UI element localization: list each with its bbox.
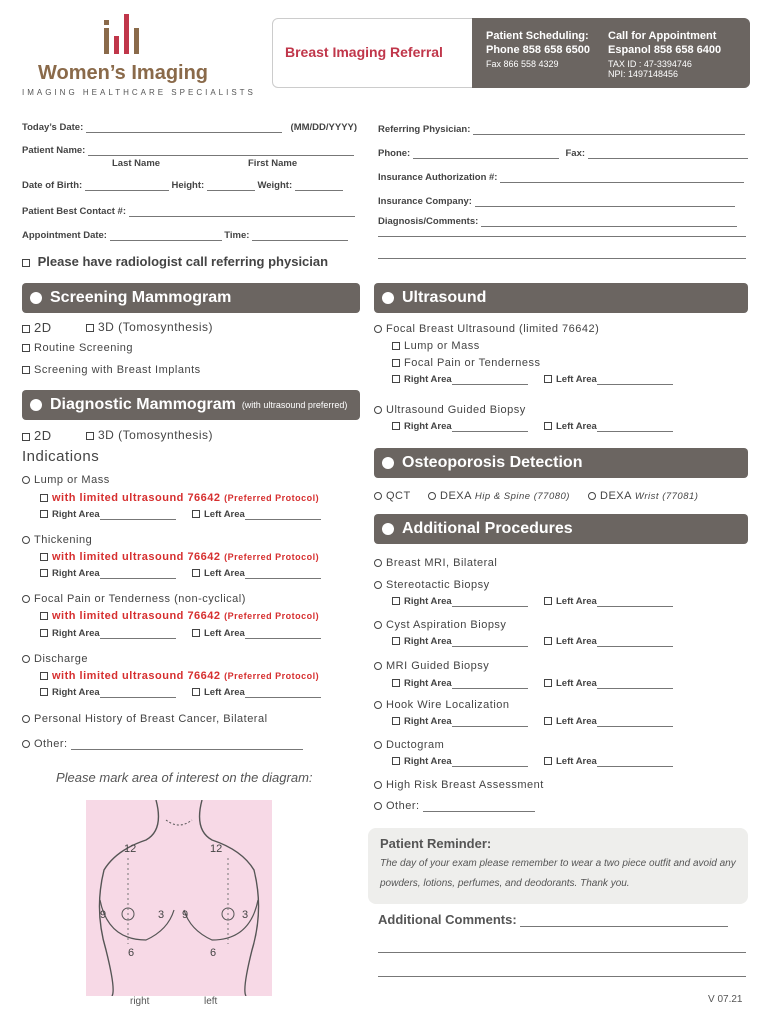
focal-us-radio[interactable] [374,325,382,333]
additional-other-radio[interactable] [374,802,382,810]
focal-pain-right-checkbox[interactable] [40,629,48,637]
stereotactic-label: Stereotactic Biopsy [386,579,490,591]
cyst-radio[interactable] [374,621,382,629]
patient-name-field[interactable] [88,155,354,156]
focal-pain-radio[interactable] [22,595,30,603]
diagnostic-other-radio[interactable] [22,740,30,748]
insurance-company-label: Insurance Company: [378,196,472,207]
fax-label: Fax: [565,148,586,159]
thickening-right-field[interactable] [100,578,176,579]
mri-guided-right-label: Right Area [404,678,452,689]
stereotactic-right-label: Right Area [404,596,452,607]
discharge-preferred-label: (Preferred Protocol) [224,671,320,681]
discharge-right-field[interactable] [100,697,176,698]
dexa-wrist-label: DEXA [600,490,632,502]
right-6-label: 6 [128,947,135,959]
diagnostic-other-field[interactable] [71,749,303,750]
us-guided-left-label: Left Area [556,421,597,432]
mri-guided-label: MRI Guided Biopsy [386,660,490,672]
appointment-date-label: Appointment Date: [22,230,107,241]
cyst-right-label: Right Area [404,636,452,647]
us-guided-left-checkbox[interactable] [544,422,552,430]
hook-wire-label: Hook Wire Localization [386,699,510,711]
screening-2d-label: 2D [34,320,52,335]
lump-left-label: Left Area [204,509,245,520]
time-field[interactable] [252,240,348,241]
discharge-right-label: Right Area [52,687,100,698]
dob-label: Date of Birth: [22,180,83,191]
discharge-left-checkbox[interactable] [192,688,200,696]
ductogram-right-checkbox[interactable] [392,757,400,765]
lump-us-checkbox[interactable] [40,494,48,502]
us-guided-label: Ultrasound Guided Biopsy [386,404,526,416]
phone-field[interactable] [413,158,559,159]
ductogram-label: Ductogram [386,739,445,751]
screening-header [22,283,360,313]
radiologist-call-label: Please have radiologist call referring physician [37,254,329,269]
routine-screening-checkbox[interactable] [22,344,30,352]
thickening-left-checkbox[interactable] [192,569,200,577]
ductogram-right-field[interactable] [452,766,528,767]
diagnostic-note: (with ultrasound preferred) [241,400,348,410]
cyst-left-label: Left Area [556,636,597,647]
reminder-line-2: powders, lotions, perfumes, and deodorants. Thank you. [380,878,630,889]
us-guided-right-checkbox[interactable] [392,422,400,430]
focal-pain-preferred-label: (Preferred Protocol) [224,611,320,621]
diagnostic-2d-label: 2D [34,428,52,443]
weight-label: Weight: [257,180,293,191]
cyst-right-field[interactable] [452,646,528,647]
us-lump-label: Lump or Mass [404,340,480,352]
appointment-phone: Espanol 858 658 6400 [608,44,722,56]
weight-field[interactable] [295,190,343,191]
logo-name: Women’s Imaging [38,62,209,84]
focal-pain-right-label: Right Area [52,628,100,639]
form-title: Breast Imaging Referral [285,44,443,60]
stereotactic-left-field[interactable] [597,606,673,607]
ultrasound-title: Ultrasound [402,289,487,306]
todays-date-label: Today’s Date: [22,122,84,133]
hook-wire-left-label: Left Area [556,716,597,727]
additional-comments-label: Additional Comments: [378,912,517,927]
reminder-title: Patient Reminder: [380,836,492,851]
focal-pain-left-field[interactable] [245,638,321,639]
cyst-right-checkbox[interactable] [392,637,400,645]
additional-comments-field[interactable] [520,926,728,927]
us-lump-checkbox[interactable] [392,342,400,350]
additional-header [374,514,748,544]
us-guided-right-label: Right Area [404,421,452,432]
best-contact-field[interactable] [129,216,355,217]
hook-wire-right-checkbox[interactable] [392,717,400,725]
diagram-right-label: right [130,996,150,1007]
thickening-right-checkbox[interactable] [40,569,48,577]
us-guided-radio[interactable] [374,406,382,414]
hook-wire-left-field[interactable] [597,726,673,727]
discharge-label: Discharge [34,653,89,665]
lump-right-label: Right Area [52,509,100,520]
lump-left-checkbox[interactable] [192,510,200,518]
mri-label: Breast MRI, Bilateral [386,557,498,569]
dexa-hip-radio[interactable] [428,492,436,500]
discharge-us-checkbox[interactable] [40,672,48,680]
ultrasound-header [374,283,748,313]
cyst-left-checkbox[interactable] [544,637,552,645]
date-format-label: (MM/DD/YYYY) [290,122,358,133]
lump-right-checkbox[interactable] [40,510,48,518]
additional-comments-line-2[interactable] [378,952,746,953]
additional-comments-line-3[interactable] [378,976,746,977]
thickening-label: Thickening [34,534,93,546]
us-left-label: Left Area [556,374,597,385]
bullet-icon [382,457,394,469]
insurance-company-field[interactable] [475,206,735,207]
mri-guided-left-label: Left Area [556,678,597,689]
tax-id: TAX ID : 47-3394746 [608,59,692,69]
lump-preferred-label: (Preferred Protocol) [224,493,320,503]
diagnostic-other-label: Other: [34,738,68,750]
left-6-label: 6 [210,947,217,959]
physician-field[interactable] [473,134,745,135]
stereotactic-left-label: Left Area [556,596,597,607]
bullet-icon [30,292,42,304]
additional-other-field[interactable] [423,811,535,812]
dob-field[interactable] [85,190,169,191]
stereotactic-right-checkbox[interactable] [392,597,400,605]
left-3-label: 3 [242,909,249,921]
mri-radio[interactable] [374,559,382,567]
logo-icon [100,14,144,58]
us-guided-left-field[interactable] [597,431,673,432]
thickening-preferred-label: (Preferred Protocol) [224,552,320,562]
focal-pain-us-label: with limited ultrasound 76642 [52,610,221,622]
hook-wire-right-field[interactable] [452,726,528,727]
lump-us-label: with limited ultrasound 76642 [52,492,221,504]
first-name-label: First Name [248,158,298,169]
dexa-wrist-radio[interactable] [588,492,596,500]
screening-3d-checkbox[interactable] [86,324,94,332]
lump-radio[interactable] [22,476,30,484]
us-left-field[interactable] [597,384,673,385]
stereotactic-left-checkbox[interactable] [544,597,552,605]
history-radio[interactable] [22,715,30,723]
us-guided-right-field[interactable] [452,431,528,432]
qct-label: QCT [386,490,411,502]
thickening-us-checkbox[interactable] [40,553,48,561]
routine-screening-label: Routine Screening [34,342,134,354]
thickening-us-label: with limited ultrasound 76642 [52,551,221,563]
us-right-label: Right Area [404,374,452,385]
scheduling-label: Patient Scheduling: [486,30,589,42]
right-12-label: 12 [124,843,137,855]
version-label: V 07.21 [708,994,743,1005]
hook-wire-radio[interactable] [374,701,382,709]
insurance-auth-field[interactable] [500,182,744,183]
lump-left-field[interactable] [245,519,321,520]
history-label: Personal History of Breast Cancer, Bilateral [34,713,268,725]
diagnostic-header [22,390,360,420]
focal-pain-us-checkbox[interactable] [40,612,48,620]
us-left-checkbox[interactable] [544,375,552,383]
phone-label: Phone: [378,148,411,159]
hook-wire-right-label: Right Area [404,716,452,727]
discharge-radio[interactable] [22,655,30,663]
diagnostic-2d-checkbox[interactable] [22,433,30,441]
discharge-left-field[interactable] [245,697,321,698]
dexa-wrist-detail: Wrist (77081) [634,491,699,502]
diagnostic-3d-checkbox[interactable] [86,432,94,440]
insurance-auth-label: Insurance Authorization #: [378,172,498,183]
lump-right-field[interactable] [100,519,176,520]
osteoporosis-header [374,448,748,478]
right-3-label: 3 [158,909,165,921]
mri-guided-left-field[interactable] [597,688,673,689]
us-focal-pain-checkbox[interactable] [392,359,400,367]
scheduling-phone: Phone 858 658 6500 [486,44,590,56]
us-right-checkbox[interactable] [392,375,400,383]
mri-guided-right-field[interactable] [452,688,528,689]
cyst-left-field[interactable] [597,646,673,647]
screening-3d-label: 3D (Tomosynthesis) [98,320,214,334]
todays-date-field[interactable] [86,132,282,133]
stereotactic-right-field[interactable] [452,606,528,607]
diagnosis-line-3[interactable] [378,258,746,259]
mri-guided-right-checkbox[interactable] [392,679,400,687]
ductogram-left-label: Left Area [556,756,597,767]
screening-2d-checkbox[interactable] [22,325,30,333]
bullet-icon [382,292,394,304]
thickening-radio[interactable] [22,536,30,544]
implants-screening-label: Screening with Breast Implants [34,364,201,376]
hook-wire-left-checkbox[interactable] [544,717,552,725]
scheduling-fax: Fax 866 558 4329 [486,59,559,69]
right-9-label: 9 [100,909,107,921]
time-label: Time: [224,230,250,241]
dexa-hip-detail: Hip & Spine (77080) [474,491,570,502]
high-risk-radio[interactable] [374,781,382,789]
height-label: Height: [171,180,205,191]
discharge-right-checkbox[interactable] [40,688,48,696]
bullet-icon [30,399,42,411]
last-name-label: Last Name [112,158,161,169]
osteoporosis-title: Osteoporosis Detection [402,454,583,471]
stereotactic-radio[interactable] [374,581,382,589]
mri-guided-radio[interactable] [374,662,382,670]
focal-pain-right-field[interactable] [100,638,176,639]
thickening-right-label: Right Area [52,568,100,579]
discharge-left-label: Left Area [204,687,245,698]
npi: NPI: 1497148456 [608,69,679,79]
logo-tagline: IMAGING HEALTHCARE SPECIALISTS [22,88,256,97]
focal-pain-left-checkbox[interactable] [192,629,200,637]
us-focal-pain-label: Focal Pain or Tenderness [404,357,541,369]
diagram-left-label: left [204,996,218,1007]
discharge-us-label: with limited ultrasound 76642 [52,670,221,682]
dexa-hip-label: DEXA [440,490,472,502]
diagnostic-3d-label: 3D (Tomosynthesis) [98,428,214,442]
bullet-icon [382,523,394,535]
focal-pain-label: Focal Pain or Tenderness (non-cyclical) [34,593,246,605]
high-risk-label: High Risk Breast Assessment [386,779,544,791]
indications-heading: Indications [22,448,100,465]
thickening-left-field[interactable] [245,578,321,579]
ductogram-left-checkbox[interactable] [544,757,552,765]
cyst-label: Cyst Aspiration Biopsy [386,619,507,631]
ductogram-right-label: Right Area [404,756,452,767]
mri-guided-left-checkbox[interactable] [544,679,552,687]
implants-screening-checkbox[interactable] [22,366,30,374]
additional-other-label: Other: [386,800,420,812]
appointment-label: Call for Appointment [608,30,717,42]
diagnostic-title: Diagnostic Mammogram [50,396,236,413]
physician-label: Referring Physician: [378,124,471,135]
thickening-left-label: Left Area [204,568,245,579]
left-12-label: 12 [210,843,223,855]
diagram-instruction: Please mark area of interest on the diagram: [56,770,313,785]
focal-us-label: Focal Breast Ultrasound (limited 76642) [386,323,600,335]
us-right-field[interactable] [452,384,528,385]
diagram-background [86,800,272,996]
left-9-label: 9 [182,909,189,921]
diagnosis-field[interactable] [481,226,737,227]
reminder-line-1: The day of your exam please remember to wear a two piece outfit and avoid any [380,858,736,869]
focal-pain-left-label: Left Area [204,628,245,639]
breast-diagram[interactable] [86,800,272,996]
diagnosis-line-2[interactable] [378,236,746,237]
appointment-date-field[interactable] [110,240,222,241]
ductogram-left-field[interactable] [597,766,673,767]
lump-label: Lump or Mass [34,474,110,486]
radiologist-call-checkbox[interactable] [22,259,30,267]
diagnosis-label: Diagnosis/Comments: [378,216,479,227]
fax-field[interactable] [588,158,748,159]
qct-radio[interactable] [374,492,382,500]
height-field[interactable] [207,190,255,191]
additional-title: Additional Procedures [402,520,573,537]
ductogram-radio[interactable] [374,741,382,749]
screening-title: Screening Mammogram [50,289,232,306]
patient-name-label: Patient Name: [22,145,86,156]
best-contact-label: Patient Best Contact #: [22,206,126,217]
